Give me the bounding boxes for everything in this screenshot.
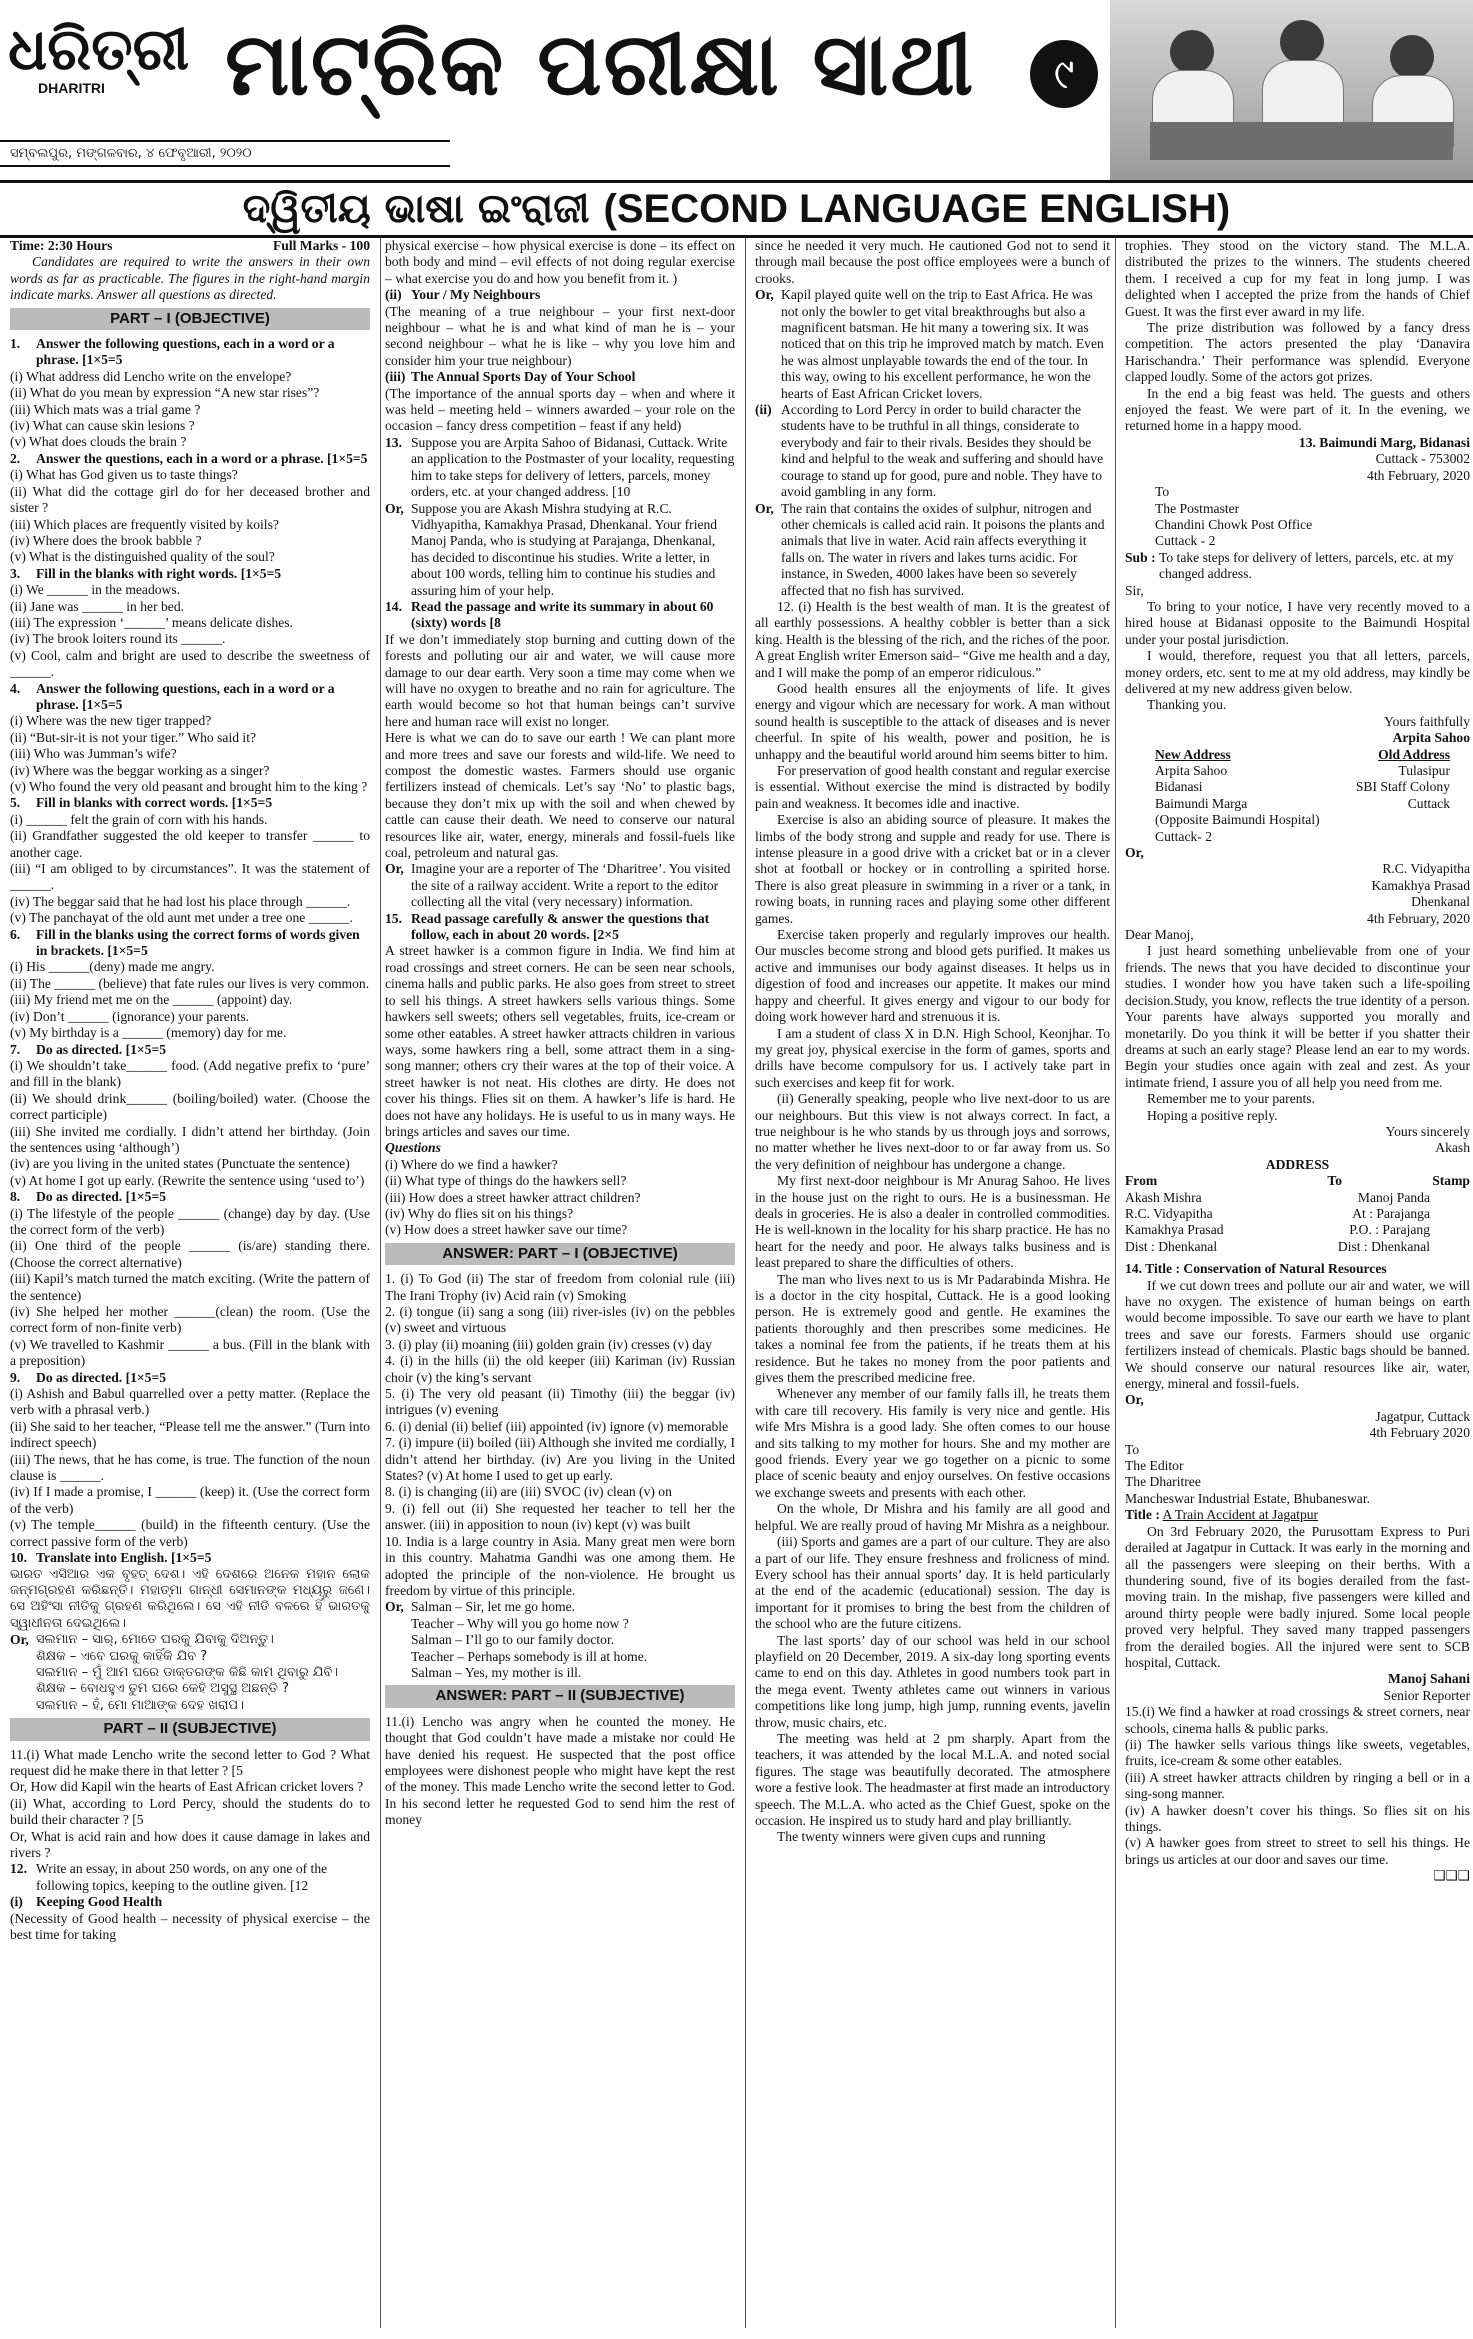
- list-item: (v) Who found the very old peasant and brought him to the king ?: [10, 779, 368, 794]
- list-item: 7. (i) impure (ii) boiled (iii) Although she invited me cordially, I didn’t attend her birthday. (iv) Are you living in the United States? (v) At home I used to get up early.: [385, 1435, 735, 1484]
- report-title: A Train Accident at Jagatpur: [1162, 1507, 1319, 1523]
- address-cell: R.C. Vidyapitha: [1125, 1205, 1213, 1221]
- address-cell: (Opposite Baimundi Hospital): [1155, 812, 1320, 828]
- list-item: (i) What has God given us to taste things?: [10, 467, 238, 483]
- list-item: (iii) She invited me cordially. I didn’t attend her birthday. (Join the sentences using ‘although’): [10, 1123, 370, 1155]
- essay-neighbour-4: Whenever any member of our family falls ill, he treats them with care till recovery. His family is very nice and gentle. His wife Mrs Mishra is a good lady. She often comes to our house and sits talking to my mother for hours. She and my mother are good friends. Every year we go together on a picnic to some place of scenic beauty and enjoy ourselves. On festive occasions we exchange sweets and presents with each other.: [755, 1386, 1110, 1500]
- list-item: (ii) We should drink______ (boiling/boiled) water. (Choose the correct participle): [10, 1090, 370, 1123]
- list-item: Cuttack - 2: [1155, 533, 1216, 549]
- list-item: (iii) The expression ‘______’ means delicate dishes.: [10, 614, 293, 630]
- letter-closing: Yours faithfully: [1384, 713, 1470, 729]
- list-item: ଶିକ୍ଷକ – ଏବେ ଘରକୁ କାହିଁକି ଯିବ ?: [36, 1648, 208, 1664]
- answer-14-summary: If we cut down trees and pollute our air and water, we will have no oxygen. The existence of human beings on earth would become impossible. To save our earth we have to plant trees and save our forests. Farmers should use organic fertilizers instead of chemicals. Plastic bags should be banned. We should conserve our natural resources like air, water, energy, mineral and fossil-fuels.: [1125, 1277, 1470, 1392]
- list-item: 4th February, 2020: [1367, 910, 1470, 926]
- q6-items: [10, 959, 370, 1041]
- list-item: Salman – Sir, let me go home.: [411, 1599, 576, 1615]
- list-item: (ii) What, according to Lord Percy, should the students do to build their character ? [5: [10, 1795, 370, 1828]
- masthead-title: ମାଟ୍ରିକ ପରୀକ୍ଷା ସାଥୀ: [225, 15, 976, 115]
- or-label: Or,: [1125, 845, 1144, 861]
- list-item: (ii) What do you mean by expression “A new star rises”?: [10, 385, 320, 401]
- address-row: [1155, 812, 1450, 828]
- address-cell: Bidanasi: [1155, 779, 1203, 795]
- question-13: Suppose you are Arpita Sahoo of Bidanasi, Cuttack. Write an application to the Postmaster of your locality, requesting him to take steps for delivery of letters, parcels, money orders, etc. at your changed address. [10: [411, 434, 735, 500]
- list-item: 3. (i) play (ii) moaning (iii) golden grain (iv) cresses (v) day: [385, 1336, 712, 1352]
- logo-text: ଧରିତ୍ରୀ: [8, 15, 190, 83]
- essay-3-title: The Annual Sports Day of Your School: [411, 369, 636, 385]
- address-cell: P.O. : Parajang: [1349, 1222, 1430, 1238]
- list-item: (i) His ______(deny) made me angry.: [10, 959, 215, 975]
- q3-items: [10, 582, 370, 680]
- list-item: Mancheswar Industrial Estate, Bhubaneswar.: [1125, 1490, 1370, 1506]
- list-item: 11.(i) What made Lencho write the second letter to God ? What request did he make there in that letter ? [5: [10, 1746, 370, 1778]
- letter-body-1: To bring to your notice, I have very recently moved to a hired house at Bidanasi opposite to the Baimundi Hospital under your postal jurisdiction.: [1125, 598, 1470, 647]
- report-date: 4th February 2020: [1369, 1425, 1470, 1441]
- list-item: (ii) Grandfather suggested the old keeper to transfer ______ to another cage.: [10, 828, 370, 860]
- reporter-role: Senior Reporter: [1383, 1687, 1470, 1703]
- dharitri-logo: [8, 15, 190, 138]
- list-item: ସଲମାନ – ହଁ, ମୋ ମାଆଙ୍କ ଦେହ ଖରାପ।: [36, 1697, 244, 1713]
- list-item: (i) Where was the new tiger trapped?: [10, 713, 212, 729]
- address-cell: Akash Mishra: [1125, 1189, 1202, 1205]
- answers-15: [1125, 1704, 1470, 1868]
- address-cell: Cuttack: [1407, 795, 1450, 811]
- address-cell: SBI Staff Colony: [1355, 779, 1450, 795]
- question-7: Do as directed. [1×5=5: [36, 1041, 167, 1057]
- list-item: (v) What is the distinguished quality of the soul?: [10, 549, 275, 565]
- list-item: 5. (i) The very old peasant (ii) Timothy (iii) the beggar (iv) intrigues (v) evening: [385, 1386, 735, 1418]
- address-cell: Tulasipur: [1398, 763, 1450, 778]
- question-8: Do as directed. [1×5=5: [36, 1189, 167, 1205]
- question-12: Write an essay, in about 250 words, on any one of the following topics, keeping to the outline given. [12: [36, 1861, 328, 1893]
- question-3: Fill in the blanks with right words. [1×5=5: [36, 565, 282, 581]
- list-item: (iv) A hawker doesn’t cover his things. So flies sit on his things.: [1125, 1802, 1470, 1834]
- subject-title-odia: ଦ୍ୱିତୀୟ ଭାଷା ଇଂରାଜୀ: [242, 186, 590, 232]
- column-3: since he needed it very much. He cautioned God not to send it through mail because the post office employees were a bunch of crooks. Or, Kapil played quite well on the trip to East Africa. He was not only the bowler to get vital breakthroughs but also a magnificent batsman. He hit many a towering six. It was noticed that on this trip he improved match by match. Even he was almost unplayable towards the end of the tour. In this way, owing to his excellent performance, he won the hearts of East African Cricket lovers. (ii) According to Lord Percy in order to build character the students have to be truthful in all things, considerate to everybody and fair to their rivals. Besides they should be kind and helpful to the weak and suffering and should have courage to stand up for good, pure and noble. They have to avoid gambling in any form. Or, The rain that contains the oxides of sulphur, nitrogen and other chemicals is called acid rain. It poisons the plants and animals that live in water. Acid rain affects everything it falls on. The water in rivers and lakes turns acidic. For instance, in Sweden, 4000 lakes have been so severely affected that no fish has survived. 12. (i) Health is the best wealth of man. It is the greatest of all earthly possessions. A healthy cobbler is better than a sick king. Health is the blessing of the rich, and the riches of the poor. A great English writer Emerson said– “Give me health and a day, and I will make the pomp of an emperor ridiculous.” Good health ensures all the enjoyments of life. It gives energy and vigour which are necessary for work. A man without sound health is susceptible to the attack of diseases and is never cheerful. In spite of his wealth, power and position, he is unhappy and the beautiful world around him seems bitter to him. For preservation of good health constant and regular exercise is essential. Without exercise the mind is distracted by bodily pain and weakness. It becomes idle and inactive. Exercise is also an abiding source of pleasure. It makes the limbs of the body strong and supple and ready for use. There is intense pleasure in a good drive with a cricket bat or in a clever shot at football or hockey or in controlling a spirited horse. There is also great pleasure in swimming in a river or a tank, in rowing boats, in running races and playing some other different games. Exercise taken properly and regularly improves our health. Our muscles become strong and blood gets purified. It makes us active and immunises our body against diseases. It helps us in digestion of food and increases our appetite. It makes our mind happy and cheerful. It gives energy and vigour to our body for doing work however hard and strenuous it is. I am a student of class X in D.N. High School, Keonjhar. To my great joy, physical exercise in the form of games, sports and drills have become compulsory for us. I actively take part in such exercises and keep fit for work. (ii) Generally speaking, people who live next-door to us are our neighbours. But this view is not always correct. In fact, a true neighbour is he who stands by us through joys and sorrows, no matter whether he lives next-door to or far away from us. So the very definition of neighbour has undergone a change. My first next-door neighbour is Mr Anurag Sahoo. He lives in the house just on the right to ours. He is a businessman. He deals in groceries. He is also a dealer in controlled commodities. He is well-known in the locality for his sharp practice. He has no heart for the needy and poor. He always talks business and is least prepared to share the difficulties of others. The man who lives next to us is Mr Padarabinda Mishra. He is a doctor in the city hospital, Cuttack. He is a good looking person. He is extremely good and gentle. He examines the patients thoroughly and then prescribes some medicines. He takes a nominal fee from the patients, if he treats them at his residence. But he takes no money from the poor patients and gives them the prescribed medicine free. Whenever any member of our family falls ill, he treats them with care till recovery. His family is very nice and gentle. His wife Mrs Mishra is a good lady. She often comes to our house and sits talking to my mother for hours. She and my mother are good friends. Every year we go together on a picnic to some place of scenic beauty and enjoy ourselves. On festive occasions we exchange sweets and presents with each other. On the whole, Dr Mishra and his family are all good and helpful. We are really proud of having Mr Mishra as a neighbour. (iii) Sports and games are a part of our culture. They are also a part of our life. They ensure freshness and frolicness of mind. Every school has their annual sports’ day. It is held particularly at the end of the academic (educational) session. The day is important for it promises to bring the best from the children of the school who are the future citizens. The last sports’ day of our school was held in our school playfield on 20 December, 2019. A six-day long sporting events came to end on this day. Athletes in good numbers took part in the mega event. Twenty athletes came out winners in various competitions like long jump, high jump, running events, javelin throw, music chairs, etc. The meeting was held at 2 pm sharply. Apart from the teachers, it was attended by the local M.L.A. and noted social figures. The stage was beautifully decorated. The atmosphere wore a festive look. The headmaster at first made an introductory speech. The M.L.A. who acted as the Chief Guest, spoke on the occasion. He inspired us to study hard and play brilliantly. The twenty winners were given cups and running: [755, 238, 1110, 1845]
- q14-passage: If we don’t immediately stop burning and cutting down of the forests and polluting our air and water, we will cause more damage to our dear earth. Very soon a time may come when we will have no oxygen to breathe and no rain for agriculture. The earth would become so hot that human beings can’t survive here and human race will exist no longer.: [385, 631, 735, 729]
- list-item: (ii) The hawker sells various things like sweets, vegetables, fruits, ice-cream & some other eatables.: [1125, 1736, 1470, 1769]
- article-columns: [10, 238, 1470, 2333]
- new-address-label: New Address: [1155, 746, 1231, 762]
- list-item: Dhenkanal: [1411, 894, 1470, 910]
- list-item: (ii) One third of the people ______ (is/are) standing there. (Choose the correct alternative): [10, 1238, 370, 1270]
- address-cell: At : Parajanga: [1352, 1205, 1430, 1221]
- essay-3-outline: (The importance of the annual sports day – when and where it was held – meeting held – winners awarded – your role on the occasion – fancy dress competition – feast if any held): [385, 385, 735, 434]
- list-item: (i) Where do we find a hawker?: [385, 1156, 558, 1172]
- questions-label: Questions: [385, 1140, 441, 1156]
- list-item: (ii) The ______ (believe) that fate rules our lives is very common.: [10, 975, 370, 991]
- letter-2-sender: [1125, 861, 1470, 927]
- list-item: Or, How did Kapil win the hearts of East African cricket lovers ?: [10, 1779, 364, 1795]
- essay-1-outline-cont: physical exercise – how physical exercise is done – its effect on both body and mind – evil effects of not doing regular exercise – what exercise you do and how you benefit from it. ): [385, 238, 735, 286]
- essay-2-outline: (The meaning of a true neighbour – your first next-door neighbour – what he is and what kind of man he is – your second neighbour – what he is like – why you love him and consider him your true neighbour): [385, 303, 735, 368]
- subject-title-english: (SECOND LANGUAGE ENGLISH): [603, 187, 1231, 231]
- exam-marks: Full Marks - 100: [272, 238, 370, 253]
- essay-health-5: Exercise taken properly and regularly improves our health. Our muscles become strong and blood gets purified. It makes us active and immunises our body against diseases. It helps us in digestion of food and increases our appetite. It makes our mind happy and cheerful. It gives energy and vigour to our body for doing work however hard and strenuous it is.: [755, 927, 1110, 1025]
- q7-items: [10, 1058, 370, 1189]
- essay-1-outline: (Necessity of Good health – necessity of physical exercise – the best time for taking: [10, 1910, 370, 1943]
- question-1: Answer the following questions, each in a word or a phrase. [1×5=5: [36, 336, 335, 368]
- essay-1-title: Keeping Good Health: [36, 1894, 163, 1910]
- address-table: [1125, 763, 1470, 845]
- list-item: (iii) “I am obliged to by circumstances”. It was the statement of ______.: [10, 861, 370, 893]
- list-item: ସଲମାନ – ସାର୍, ମୋତେ ଘରକୁ ଯିବାକୁ ଦିଅନ୍ତୁ।: [36, 1632, 274, 1648]
- answer-11-ii: According to Lord Percy in order to build character the students have to be truthful in all things, considerate to everybody and fair to their rivals. Besides they should be kind and helpful to the weak and suffering and should have courage to stand up for good, pure and noble. They have to avoid gambling in any form.: [781, 402, 1104, 500]
- question-15: Read passage carefully & answer the questions that follow, each in about 20 words. [2×5: [411, 910, 710, 943]
- answer-part-1-heading: ANSWER: PART – I (OBJECTIVE): [385, 1243, 735, 1265]
- answer-11-or: Kapil played quite well on the trip to East Africa. He was not only the bowler to get vital breakthroughs but also a magnificent batsman. He hit many a towering six. It was noticed that on this trip he improved match by match. Even he was almost unplayable towards the end of the tour. In this way, owing to his excellent performance, he won the hearts of East African Cricket lovers.: [781, 287, 1104, 401]
- list-item: (iv) Where does the brook babble ?: [10, 532, 202, 548]
- essay-neighbour-3: The man who lives next to us is Mr Padarabinda Mishra. He is a doctor in the city hospital, Cuttack. He is a good looking person. He is extremely good and gentle. He examines the patients thoroughly and then prescribes some medicines. He takes a nominal fee from the patients, if he treats them at his residence. But he takes no money from the poor patients and gives them the prescribed medicine free.: [755, 1271, 1110, 1386]
- essay-sports-2: The last sports’ day of our school was held in our school playfield on 20 December, 2019. A six-day long sporting events came to end on this day. Athletes in good numbers took part in the mega event. Twenty athletes came out winners in various competitions like long jump, high jump, running events, javelin throw, music chairs, etc.: [755, 1632, 1110, 1730]
- address-heading: ADDRESS: [1265, 1156, 1330, 1172]
- logo-subtext: DHARITRI: [38, 80, 105, 96]
- list-item: (iv) What can cause skin lesions ?: [10, 418, 195, 434]
- address-row: [1125, 1206, 1430, 1222]
- exam-time: Time: 2:30 Hours: [10, 238, 113, 253]
- q15-passage: A street hawker is a common figure in India. We find him at road crossings and street corners. He can be seen near schools, cinema halls and public parks. He also goes from street to street to sell his things. A street hawkers sells various things. Some hawkers sell sweets; others sell vegetables, fruits, ice-cream or some other eatables. A street hawker attracts children in various ways, some hawkers ring a bell, some attract them in a sing-song manner; others cry their wares at the top of their voice. A street hawker is not neat. His clothes are dirty. He does not cover his things. Flies sit on them. A hawker’s life is hard. He does not have any holidays. He is useful to us in many ways. He brings articles and saves our time.: [385, 943, 735, 1139]
- list-item: (iv) are you living in the united states (Punctuate the sentence): [10, 1156, 350, 1172]
- q5-items: [10, 812, 370, 927]
- list-item: (iii) Kapil’s match turned the match exciting. (Write the pattern of the sentence): [10, 1271, 370, 1303]
- q14-passage-2: Here is what we can do to save our earth ! We can plant more and more trees and save our forests and wild-life. We need to compost the domestic wastes. Farmers should use organic fertilizers instead of chemicals. Let’s say ‘No’ to plastic bags, because they don’t mix up with the soil and when chewed by cattle can cause their death. We need to conserve our natural resources like air, water, energy, minerals and fossil-fuels like coal, petroleum and natural gas.: [385, 730, 735, 861]
- address-row: [1125, 1239, 1430, 1255]
- question-9: Do as directed. [1×5=5: [36, 1369, 167, 1385]
- list-item: (iv) Why do flies sit on his things?: [385, 1205, 574, 1221]
- letter-2-body: I just heard something unbelievable from one of your friends. The news that you have decided to discontinue your studies. I wonder how you have taken such a life-spoiling decision.Study, you know, reflects the true identity of a person. Your parents have always supported you morally and monetarily. Do you think it will be better if you shatter their dreams at such an early stage? Please lend an ear to my words. Begin your studies once again with zeal and zest. As your intimate friend, I assure you of all help you need from me.: [1125, 943, 1470, 1090]
- list-item: (iv) The brook loiters round its ______.: [10, 631, 226, 647]
- list-item: (iii) Which mats was a trial game ?: [10, 401, 201, 417]
- essay-sports-4: The twenty winners were given cups and running: [777, 1829, 1046, 1845]
- letter-2-closing: Yours sincerely: [1385, 1123, 1470, 1139]
- list-item: 10. India is a large country in Asia. Many great men were born in this country. Mahatma Gandhi was one among them. He adopted the principle of the non-violence. He brought us freedom by virtue of this principle.: [385, 1533, 735, 1598]
- list-item: (iii) How does a street hawker attract children?: [385, 1189, 641, 1205]
- list-item: (i) We ______ in the meadows.: [10, 582, 181, 598]
- essay-sports-1: (iii) Sports and games are a part of our culture. They are also a part of our life. They ensure freshness and frolicness of mind. Every school has their annual sports’ day. It is held particularly at the end of the academic (educational) session. The day is important for it promises to bring the best from the children of the school who are the future citizens.: [755, 1534, 1110, 1632]
- list-item: (iii) The news, that he has come, is true. The function of the noun clause is ______.: [10, 1451, 370, 1484]
- students-exam-photo: [1110, 0, 1473, 180]
- from-label: From: [1125, 1173, 1158, 1189]
- list-item: (v) A hawker goes from street to street to sell his things. He brings us articles at our door and saves our time.: [1125, 1835, 1470, 1867]
- list-item: (i) ______ felt the grain of corn with his hands.: [10, 811, 268, 827]
- to-label: To: [1327, 1173, 1343, 1189]
- address-row: [1125, 1222, 1430, 1238]
- answers-part-1: [385, 1271, 735, 1599]
- essay-health-6: I am a student of class X in D.N. High School, Keonjhar. To my great joy, physical exercise in the form of games, sports and drills have become compulsory for us. I actively take part in such exercises and keep fit for work.: [755, 1025, 1110, 1090]
- list-item: Chandini Chowk Post Office: [1155, 516, 1313, 532]
- list-item: (i) The lifestyle of the people ______ (change) day by day. (Use the correct form of the verb): [10, 1205, 370, 1237]
- letter-recipient: [1125, 484, 1470, 550]
- stamp-label: Stamp: [1432, 1173, 1470, 1189]
- list-item: (iv) The beggar said that he had lost his place through ______.: [10, 893, 351, 909]
- list-item: The Editor: [1125, 1458, 1184, 1474]
- part-2-heading: PART – II (SUBJECTIVE): [10, 1718, 370, 1740]
- question-4: Answer the following questions, each in a word or a phrase. [1×5=5: [36, 680, 335, 712]
- list-item: (v) We travelled to Kashmir ______ a bus. (Fill in the blank with a preposition): [10, 1336, 370, 1369]
- answer-14-title: 14. Title : Conservation of Natural Resources: [1125, 1261, 1387, 1277]
- q9-items: [10, 1386, 370, 1550]
- letter-signature: Arpita Sahoo: [1392, 730, 1470, 746]
- list-item: (ii) She said to her teacher, “Please tell me the answer.” (Turn into indirect speech): [10, 1418, 370, 1451]
- question-14: Read the passage and write its summary in about 60 (sixty) words [8: [411, 598, 714, 631]
- list-item: R.C. Vidyapitha: [1382, 861, 1470, 877]
- or-label-2: Or,: [1125, 1392, 1144, 1408]
- question-2: Answer the questions, each in a word or a phrase. [1×5=5: [36, 450, 368, 466]
- list-item: (ii) Jane was ______ in her bed.: [10, 598, 185, 614]
- old-address-label: Old Address: [1378, 746, 1450, 762]
- letter-sender-address-2: Cuttack - 753002: [1375, 451, 1470, 467]
- reporter-name: Manoj Sahani: [1388, 1671, 1470, 1687]
- address-cell: Baimundi Marga: [1155, 795, 1248, 811]
- page-header: [0, 0, 1473, 180]
- column-2: physical exercise – how physical exercise is done – its effect on both body and mind – evil effects of not doing regular exercise – what exercise you do and how you benefit from it. ) (ii) Your / My Neighbours (The meaning of a true neighbour – your first next-door neighbour – what he is and what kind of man he is – your second neighbour – what he is like – why you love him and consider him your true neighbour) (iii) The Annual Sports Day of Your School (The importance of the annual sports day – when and where it was held – meeting held – winners awarded – your role on the occasion – fancy dress competition – feast if any held) 13. Suppose you are Arpita Sahoo of Bidanasi, Cuttack. Write an application to the Postmaster of your locality, requesting him to take steps for delivery of letters, parcels, money orders, etc. at your changed address. [10 Or, Suppose you are Akash Mishra studying at R.C. Vidhyapitha, Kamakhya Prasad, Dhenkanal. Your friend Manoj Panda, who is studying at Parajanga, Dhenkanal, has decided to discontinue his studies. Write a letter, in about 100 words, telling him to continue his studies and assuring him of your help. 14. Read the passage and write its summary in about 60 (sixty) words [8 If we don’t immediately stop burning and cutting down of the forests and polluting our air and water, we will cause more damage to our dear earth. Very soon a time may come when we will have no oxygen to breathe and no rain for agriculture. The earth would become so hot that human beings can’t survive here and human race will exist no longer. Here is what we can do to save our earth ! We can plant more and more trees and save our forests and wild-life. We need to compost the domestic wastes. Farmers should use organic fertilizers instead of chemicals. Let’s say ‘No’ to plastic bags, because they don’t mix up with the soil and when chewed by cattle can cause their death. We need to conserve our natural resources like air, water, energy, minerals and fossil-fuels like coal, petroleum and natural gas. Or, Imagine your are a reporter of The ‘Dharitree’. You visited the site of a railway accident. Write a report to the editor collecting all the vital (very necessary) information. 15. Read passage carefully & answer the questions that follow, each in about 20 words. [2×5 A street hawker is a common figure in India. We find him at road crossings and street corners. He can be seen near schools, cinema halls and public parks. He also goes from street to street to sell his things. A street hawkers sells various things. Some hawkers sell sweets; others sell vegetables, fruits, ice-cream or some other eatables. A street hawker attracts children in various ways, some hawkers ring a bell, some attract them in a sing-song manner; others cry their wares at the top of their voice. A street hawker is not neat. His clothes are dirty. He does not cover his things. Flies sit on them. A hawker’s life is hard. He does not have any holidays. He is useful to us in many ways. He brings articles and saves our time. Questions (i) Where do we find a hawker? (ii) What type of things do the hawkers sell? (iii) How does a street hawker attract children? (iv) Why do flies sit on his things? (v) How does a street hawker save our time? ANSWER: PART – I (OBJECTIVE) 1. (i) To God (ii) The star of freedom from colonial rule (iii) The Irani Trophy (iv) Acid rain (v) Smoking 2. (i) tongue (ii) sang a song (iii) river-isles (iv) on the pebbles (v) sweet and virtuous 3. (i) play (ii) moaning (iii) golden grain (iv) cresses (v) day 4. (i) in the hills (ii) the old keeper (iii) Kariman (iv) Russian choir (v) the king’s servant 5. (i) The very old peasant (ii) Timothy (iii) the beggar (iv) intrigues (v) evening 6. (i) denial (ii) belief (iii) appointed (iv) ignore (v) memorable 7. (i) impure (ii) boiled (iii) Although she invited me cordially, I didn’t attend her birthday. (iv) Are you living in the United States? (v) At home I used to get up early. 8. (i) is changing (ii) are (iii) SVOC (iv) clean (v) on 9. (i) fell out (ii) She requested her teacher to tell her the answer. (iii) in apposition to noun (iv) kept (v) was built 10. India is a large country in Asia. Many great men were born in this country. Mahatma Gandhi was one among them. He adopted the principle of the non-violence. He brought us freedom by virtue of this principle. Or, Salman – Sir, let me go home. Teacher – Why will you go home now ? Salman – I’ll go to our family doctor. Teacher – Perhaps somebody is ill at home. Salman – Yes, my mother is ill. ANSWER: PART – II (SUBJECTIVE) 11.(i) Lencho was angry when he counted the money. He thought that God couldn’t have made a mistake nor could He have denied his request. He suspected that the post office employees were dishonest people who might have kept the rest of the money. This made Lencho write the second letter to God. In his second letter he requested God to send him the rest of money: [385, 238, 735, 1828]
- list-item: To: [1125, 1441, 1140, 1457]
- report-title-label: Title :: [1125, 1507, 1160, 1523]
- essay-sports-7: In the end a big feast was held. The guests and others enjoyed the feast. We were part of it. In the evening, we returned home in a happy mood.: [1125, 385, 1470, 434]
- address-cell: Dist : Dhenkanal: [1337, 1238, 1430, 1254]
- list-item: (v) The temple______ (build) in the fifteenth century. (Use the correct passive form of the verb): [10, 1517, 370, 1549]
- essay-2-title: Your / My Neighbours: [411, 287, 541, 303]
- list-item: (iv) Where was the beggar working as a singer?: [10, 762, 270, 778]
- list-item: 6. (i) denial (ii) belief (iii) appointed (iv) ignore (v) memorable: [385, 1418, 729, 1434]
- report-body: On 3rd February 2020, the Purusottam Express to Puri derailed at Jagatpur in Cuttack. It was early in the morning and all the passengers were sleeping on their berths. With a thundering sound, five of its bogies derailed from the fast-moving train. In the mishap, five passengers were killed and around thirty people were badly injured. Some local people proved very helpful. They saved many trapped passengers from the derailed bogies. All the injured were sent to SCB hospital, Cuttack.: [1125, 1523, 1470, 1670]
- end-mark: ❑❑❑: [1433, 1868, 1470, 1884]
- question-6: Fill in the blanks using the correct forms of words given in brackets. [1×5=5: [36, 926, 360, 959]
- essay-health-1: 12. (i) Health is the best wealth of man. It is the greatest of all earthly possessions. A healthy cobbler is better than a sick king. Health is the blessing of the rich, and the riches of the poor. A great English writer Emerson said– “Give me health and a day, and I will make the pomp of an emperor ridiculous.”: [755, 598, 1110, 680]
- address-cell: Kamakhya Prasad: [1125, 1222, 1224, 1238]
- essay-sports-6: The prize distribution was followed by a fancy dress competition. The actors presented the play ‘Danavira Harischandra.’ Their performance was splendid. Everyone clapped loudly. Some of the actors got prizes.: [1125, 320, 1470, 385]
- q10-text: ଭାରତ ଏସିଆର ଏକ ବୃହତ୍ ଦେଶ। ଏହି ଦେଶରେ ଅନେକ ମହାନ ଲୋକ ଜନ୍ମଗ୍ରହଣ କରିଛନ୍ତି। ମହାତ୍ମା ଗାନ୍ଧୀ ସେମାନଙ୍କ ମଧ୍ୟରୁ ଜଣେ। ସେ ଅହିଂସା ନୀତିକୁ ଗ୍ରହଣ କରିଥିଲେ। ସେ ଏହି ନୀତି ବଳରେ ହିଁ ଭାରତକୁ ସ୍ୱାଧୀନତା ଦେଇଥିଲେ।: [10, 1566, 370, 1631]
- list-item: Teacher – Perhaps somebody is ill at home.: [411, 1648, 648, 1664]
- letter-sender-address: 13. Baimundi Marg, Bidanasi: [1298, 434, 1470, 450]
- list-item: (iii) My friend met me on the ______ (appoint) day.: [10, 992, 293, 1008]
- answer-11-cont: since he needed it very much. He cautioned God not to send it through mail because the post office employees were a bunch of crooks.: [755, 238, 1110, 286]
- q15-questions: [385, 1157, 735, 1239]
- address-row: [1155, 829, 1450, 845]
- letter-date: 4th February, 2020: [1367, 467, 1470, 483]
- list-item: Or, What is acid rain and how does it cause damage in lakes and rivers ?: [10, 1828, 370, 1860]
- list-item: (iii) Which places are frequently visited by koils?: [10, 516, 279, 532]
- column-1: Time: 2:30 Hours Full Marks - 100 Candidates are required to write the answers in their own words as far as practicable. The figures in the right-hand margin indicate marks. Answer all questions as directed. PART – I (OBJECTIVE) 1. Answer the following questions, each in a word or a phrase. [1×5=5 (i) What address did Lencho write on the envelope? (ii) What do you mean by expression “A new star rises”? (iii) Which mats was a trial game ? (iv) What can cause skin lesions ? (v) What does clouds the brain ? 2. Answer the questions, each in a word or a phrase. [1×5=5 (i) What has God given us to taste things? (ii) What did the cottage girl do for her deceased brother and sister ? (iii) Which places are frequently visited by koils? (iv) Where does the brook babble ? (v) What is the distinguished quality of the soul? 3. Fill in the blanks with right words. [1×5=5 (i) We ______ in the meadows. (ii) Jane was ______ in her bed. (iii) The expression ‘______’ means delicate dishes. (iv) The brook loiters round its ______. (v) Cool, calm and bright are used to describe the sweetness of ______. 4. Answer the following questions, each in a word or a phrase. [1×5=5 (i) Where was the new tiger trapped? (ii) “But-sir-it is not your tiger.” Who said it? (iii) Who was Jumman’s wife? (iv) Where was the beggar working as a singer? (v) Who found the very old peasant and brought him to the king ? 5. Fill in blanks with correct words. [1×5=5 (i) ______ felt the grain of corn with his hands. (ii) Grandfather suggested the old keeper to transfer ______ to another cage. (iii) “I am obliged to by circumstances”. It was the statement of ______. (iv) The beggar said that he had lost his place through ______. (v) The panchayat of the old aunt met under a tree one ______. 6. Fill in the blanks using the correct forms of words given in brackets. [1×5=5 (i) His ______(deny) made me angry. (ii) The ______ (believe) that fate rules our lives is very common. (iii) My friend met me on the ______ (appoint) day. (iv) Don’t ______ (ignorance) your parents. (v) My birthday is a ______ (memory) day for me. 7. Do as directed. [1×5=5 (i) We shouldn’t take______ food. (Add negative prefix to ‘pure’ and fill in the blank) (ii) We should drink______ (boiling/boiled) water. (Choose the correct participle) (iii) She invited me cordially. I didn’t attend her birthday. (Join the sentences using ‘although’) (iv) are you living in the united states (Punctuate the sentence) (v) At home I got up early. (Rewrite the sentence using ‘used to’) 8. Do as directed. [1×5=5 (i) The lifestyle of the people ______ (change) day by day. (Use the correct form of the verb) (ii) One third of the people ______ (is/are) standing there. (Choose the correct alternative) (iii) Kapil’s match turned the match exciting. (Write the pattern of the sentence) (iv) She helped her mother ______(clean) the room. (Use the correct form of non-finite verb) (v) We travelled to Kashmir ______ a bus. (Fill in the blank with a preposition) 9. Do as directed. [1×5=5 (i) Ashish and Babul quarrelled over a petty matter. (Replace the verb with a phrasal verb.) (ii) She said to her teacher, “Please tell me the answer.” (Turn into indirect speech) (iii) The news, that he has come, is true. The function of the noun clause is ______. (iv) If I made a promise, I ______ (keep) it. (Use the correct form of the verb) (v) The temple______ (build) in the fifteenth century. (Use the correct passive form of the verb) 10. Translate into English. [1×5=5 ଭାରତ ଏସିଆର ଏକ ବୃହତ୍ ଦେଶ। ଏହି ଦେଶରେ ଅନେକ ମହାନ ଲୋକ ଜନ୍ମଗ୍ରହଣ କରିଛନ୍ତି। ମହାତ୍ମା ଗାନ୍ଧୀ ସେମାନଙ୍କ ମଧ୍ୟରୁ ଜଣେ। ସେ ଅହିଂସା ନୀତିକୁ ଗ୍ରହଣ କରିଥିଲେ। ସେ ଏହି ନୀତି ବଳରେ ହିଁ ଭାରତକୁ ସ୍ୱାଧୀନତା ଦେଇଥିଲେ। Or, ସଲମାନ – ସାର୍, ମୋତେ ଘରକୁ ଯିବାକୁ ଦିଅନ୍ତୁ। ଶିକ୍ଷକ – ଏବେ ଘରକୁ କାହିଁକି ଯିବ ? ସଲମାନ – ମୁଁ ଆମ ଘରେ ଡାକ୍ତରଙ୍କ କିଛି କାମ ଥିବାରୁ ଯିବି। ଶିକ୍ଷକ – ବୋଧହୁଏ ତୁମ ଘରେ କେହି ଅସୁସ୍ଥ ଅଛନ୍ତି ? ସଲମାନ – ହଁ, ମୋ ମାଆଙ୍କ ଦେହ ଖରାପ। PART – II (SUBJECTIVE) 11.(i) What made Lencho write the second letter to God ? What request did he make there in that letter ? [5 Or, How did Kapil win the hearts of East African cricket lovers ? (ii) What, according to Lord Percy, should the students do to build their character ? [5 Or, What is acid rain and how does it cause damage in lakes and rivers ? 12. Write an essay, in about 250 words, on any one of the following topics, keeping to the outline given. [12 (i) Keeping Good Health (Necessity of Good health – necessity of physical exercise – the best time for taking: [10, 238, 370, 1943]
- list-item: (i) We shouldn’t take______ food. (Add negative prefix to ‘pure’ and fill in the blank): [10, 1057, 370, 1090]
- envelope-address-table: [1125, 1190, 1470, 1256]
- list-item: (iii) A street hawker attracts children by ringing a bell or in a sing-song manner.: [1125, 1769, 1470, 1802]
- list-item: (iv) Don’t ______ (ignorance) your parents.: [10, 1008, 250, 1024]
- list-item: 15.(i) We find a hawker at road crossings & street corners, near schools, cinema halls & public parks.: [1125, 1704, 1470, 1736]
- list-item: Kamakhya Prasad: [1371, 877, 1470, 893]
- essay-neighbour-1: (ii) Generally speaking, people who live next-door to us are our neighbours. But this view is not always correct. In fact, a true neighbour is he who stands by us through joys and sorrows, no matter whether he lives next-door to or far away from us. So the very definition of neighbour has undergone a change.: [755, 1091, 1110, 1172]
- list-item: 9. (i) fell out (ii) She requested her teacher to tell her the answer. (iii) in apposition to noun (iv) kept (v) was built: [385, 1500, 735, 1533]
- list-item: 1. (i) To God (ii) The star of freedom from colonial rule (iii) The Irani Trophy (iv) Acid rain (v) Smoking: [385, 1271, 735, 1303]
- list-item: Teacher – Why will you go home now ?: [411, 1615, 629, 1631]
- list-item: (v) The panchayat of the old aunt met under a tree one ______.: [10, 910, 353, 926]
- list-item: (i) Ashish and Babul quarrelled over a petty matter. (Replace the verb with a phrasal verb.): [10, 1386, 370, 1418]
- instructions: Candidates are required to write the answers in their own words as far as practicable. The figures in the right-hand margin indicate marks. Answer all questions as directed.: [10, 254, 370, 303]
- q2-items: [10, 467, 370, 565]
- list-item: To: [1155, 484, 1170, 500]
- question-13-or: Suppose you are Akash Mishra studying at R.C. Vidhyapitha, Kamakhya Prasad, Dhenkanal. Your friend Manoj Panda, who is studying at Parajanga, Dhenkanal, has decided to discontinue his studies. Write a letter, in about 100 words, telling him to continue his studies and assuring him of your help.: [411, 500, 718, 598]
- q10-or-dialogue: [36, 1632, 370, 1714]
- address-cell: Manoj Panda: [1357, 1189, 1430, 1205]
- essay-health-4: Exercise is also an abiding source of pleasure. It makes the limbs of the body strong and supple and ready for use. There is intense pleasure in a good drive with a cricket bat or in a clever shot at football or hockey or in controlling a spirited horse. There is also great pleasure in swimming in a river or a tank, in rowing boats, in running races and playing some other different games.: [755, 812, 1110, 926]
- q1-items: [10, 369, 370, 451]
- letter-subject: To take steps for delivery of letters, parcels, etc. at my changed address.: [1159, 549, 1454, 582]
- report-place: Jagatpur, Cuttack: [1375, 1408, 1470, 1424]
- answer-10-or: [411, 1599, 735, 1681]
- list-item: (v) Cool, calm and bright are used to describe the sweetness of ______.: [10, 647, 370, 680]
- address-row: [1155, 779, 1450, 795]
- address-cell: Arpita Sahoo: [1155, 763, 1228, 778]
- subject-title: [0, 180, 1473, 238]
- address-cell: Dist : Dhenkanal: [1125, 1238, 1218, 1254]
- address-row: [1155, 796, 1450, 812]
- report-recipient: [1125, 1442, 1470, 1508]
- letter-thanks: Thanking you.: [1147, 697, 1227, 713]
- answer-11: 11.(i) Lencho was angry when he counted the money. He thought that God couldn’t have made a mistake nor could He have denied his request. He suspected that the post office employees were dishonest people who might have kept the rest of the money. This made Lencho write the second letter to God. In his second letter he requested God to send him the rest of money: [385, 1713, 735, 1828]
- list-item: The Postmaster: [1155, 500, 1240, 516]
- list-item: (ii) What type of things do the hawkers sell?: [385, 1173, 627, 1189]
- list-item: The Dharitree: [1125, 1474, 1201, 1490]
- list-item: (i) What address did Lencho write on the envelope?: [10, 368, 292, 384]
- list-item: 8. (i) is changing (ii) are (iii) SVOC (iv) clean (v) on: [385, 1484, 672, 1500]
- letter-body-2: I would, therefore, request you that all letters, parcels, money orders, etc. sent to me at my old address, may kindly be delivered at my new address given below.: [1125, 648, 1470, 696]
- list-item: (v) How does a street hawker save our time?: [385, 1222, 628, 1238]
- dateline: ସମ୍ବଲପୁର, ମଙ୍ଗଳବାର, ୪ ଫେବୃଆରୀ, ୨୦୨୦: [0, 140, 450, 167]
- q11-items: [10, 1747, 370, 1862]
- question-14-or: Imagine your are a reporter of The ‘Dharitree’. You visited the site of a railway accident. Write a report to the editor collecting all the vital (very necessary) information.: [411, 861, 731, 910]
- q4-items: [10, 713, 370, 795]
- letter-2-remember: Remember me to your parents.: [1147, 1091, 1315, 1107]
- list-item: (iv) She helped her mother ______(clean) the room. (Use the correct form of non-finite verb): [10, 1304, 370, 1336]
- essay-health-2: Good health ensures all the enjoyments of life. It gives energy and vigour which are necessary for work. A man without sound health is susceptible to the attack of diseases and is never cheerful. In spite of his wealth, power and position, he is unhappy and the beautiful world around him seems bitter to him.: [755, 680, 1110, 762]
- essay-neighbour-5: On the whole, Dr Mishra and his family are all good and helpful. We are really proud of having Mr Mishra as a neighbour.: [755, 1501, 1110, 1533]
- list-item: (ii) “But-sir-it is not your tiger.” Who said it?: [10, 729, 257, 745]
- list-item: (v) My birthday is a ______ (memory) day for me.: [10, 1025, 287, 1041]
- essay-neighbour-2: My first next-door neighbour is Mr Anurag Sahoo. He lives in the house just on the right to ours. He is a businessman. He deals in groceries. He is also a dealer in controlled commodities. He is well-known in the locality for his sharp practice. He has no heart for the needy and poor. He always talks business and is least prepared to share the difficulties of others.: [755, 1173, 1110, 1271]
- letter-2-hoping: Hoping a positive reply.: [1147, 1107, 1278, 1123]
- question-10: Translate into English. [1×5=5: [36, 1550, 212, 1566]
- list-item: (iii) Who was Jumman’s wife?: [10, 746, 177, 762]
- list-item: (v) At home I got up early. (Rewrite the sentence using ‘used to’): [10, 1172, 365, 1188]
- list-item: 2. (i) tongue (ii) sang a song (iii) river-isles (iv) on the pebbles (v) sweet and virtuous: [385, 1304, 735, 1336]
- letter-2-signature: Akash: [1435, 1140, 1470, 1156]
- address-row: [1155, 763, 1450, 779]
- question-5: Fill in blanks with correct words. [1×5=5: [36, 795, 273, 811]
- column-4: [1125, 238, 1470, 2333]
- q8-items: [10, 1206, 370, 1370]
- essay-sports-3: The meeting was held at 2 pm sharply. Apart from the teachers, it was attended by the local M.L.A. and noted social figures. The stage was beautifully decorated. The atmosphere wore a festive look. The headmaster at first made an introductory speech. The M.L.A. who acted as the Chief Guest, spoke on the occasion. He inspired us to study hard and play brilliantly.: [755, 1730, 1110, 1828]
- list-item: (v) What does clouds the brain ?: [10, 434, 187, 450]
- answer-11-ii-or: The rain that contains the oxides of sulphur, nitrogen and other chemicals is called acid rain. It poisons the plants and animals that live in water. Acid rain affects everything it falls on. The water in rivers and lakes turns acidic. For instance, in Sweden, 4000 lakes have been so severely affected that no fish has survived.: [781, 500, 1105, 598]
- answer-part-2-heading: ANSWER: PART – II (SUBJECTIVE): [385, 1685, 735, 1707]
- address-cell: Cuttack- 2: [1155, 828, 1213, 844]
- essay-sports-5: trophies. They stood on the victory stand. The M.L.A. distributed the prizes to the winners. The students cheered them. I received a cup for my feat in long jump. I was delighted when I accepted the prize from the hands of Chief Guest. It was the first ever award in my life.: [1125, 238, 1470, 319]
- letter-2-salutation: Dear Manoj,: [1125, 927, 1194, 943]
- subject-label: Sub :: [1125, 549, 1156, 565]
- list-item: (iv) If I made a promise, I ______ (keep) it. (Use the correct form of the verb): [10, 1484, 370, 1516]
- part-1-heading: PART – I (OBJECTIVE): [10, 308, 370, 330]
- list-item: 4. (i) in the hills (ii) the old keeper (iii) Kariman (iv) Russian choir (v) the king’s servant: [385, 1353, 735, 1385]
- address-row: [1125, 1190, 1430, 1206]
- list-item: Salman – I’ll go to our family doctor.: [411, 1632, 615, 1648]
- letter-salutation: Sir,: [1125, 582, 1144, 598]
- list-item: (ii) What did the cottage girl do for her deceased brother and sister ?: [10, 483, 370, 516]
- list-item: ସଲମାନ – ମୁଁ ଆମ ଘରେ ଡାକ୍ତରଙ୍କ କିଛି କାମ ଥିବାରୁ ଯିବି।: [36, 1664, 339, 1680]
- list-item: Salman – Yes, my mother is ill.: [411, 1664, 582, 1680]
- list-item: ଶିକ୍ଷକ – ବୋଧହୁଏ ତୁମ ଘରେ କେହି ଅସୁସ୍ଥ ଅଛନ୍ତି ?: [36, 1681, 289, 1697]
- issue-badge: ୯: [1030, 40, 1098, 108]
- essay-health-3: For preservation of good health constant and regular exercise is essential. Without exercise the mind is distracted by bodily pain and weakness. It becomes idle and inactive.: [755, 763, 1110, 811]
